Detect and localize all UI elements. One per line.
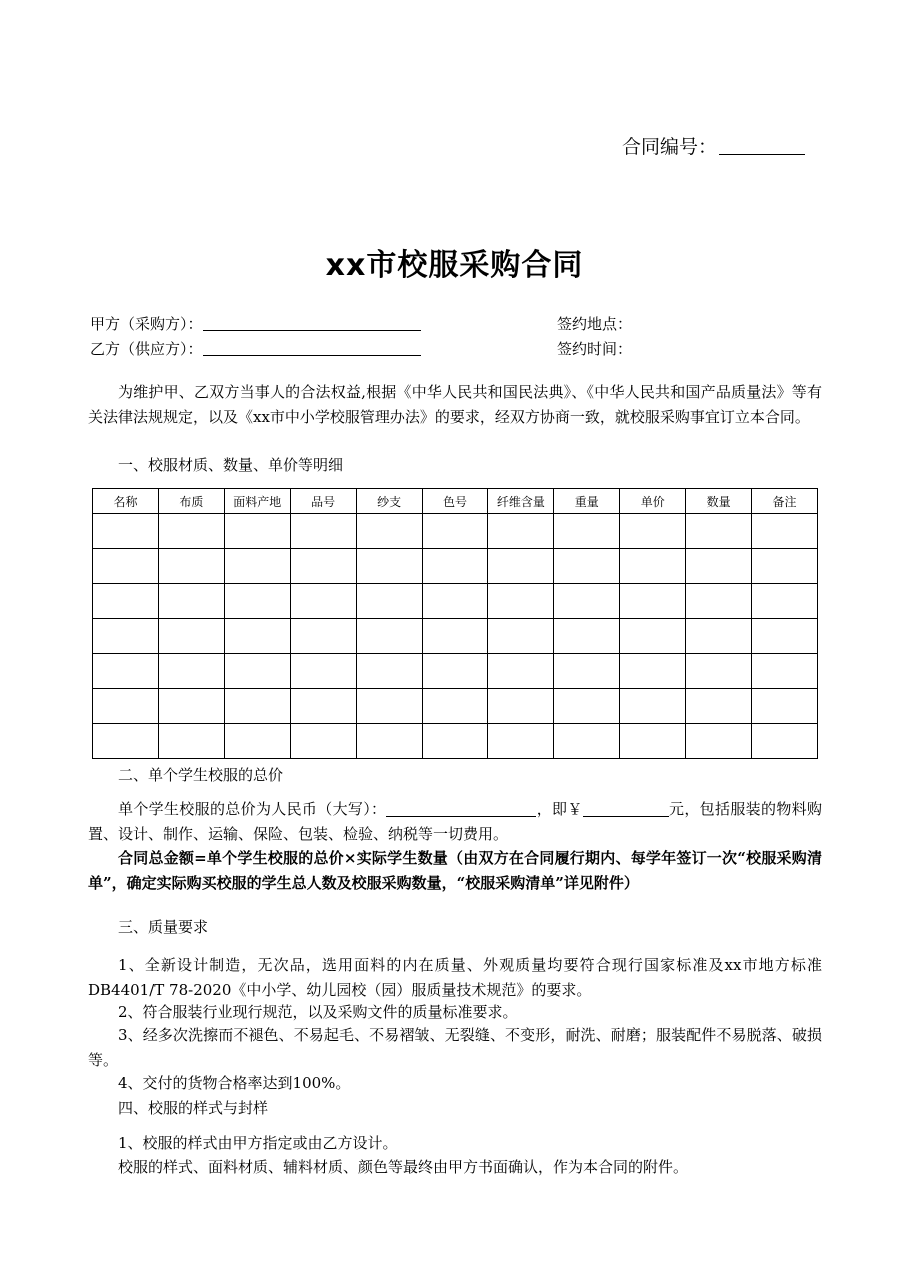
col-header-item-no: 品号 [290, 489, 356, 514]
table-cell[interactable] [488, 514, 554, 549]
table-cell[interactable] [422, 619, 488, 654]
table-cell[interactable] [554, 584, 620, 619]
party-b-blank[interactable] [203, 340, 421, 356]
table-cell[interactable] [158, 689, 224, 724]
col-header-color-no: 色号 [422, 489, 488, 514]
table-cell[interactable] [686, 549, 752, 584]
table-cell[interactable] [488, 654, 554, 689]
table-cell[interactable] [158, 549, 224, 584]
table-cell[interactable] [224, 724, 290, 759]
table-cell[interactable] [356, 689, 422, 724]
unit-price-paragraph [88, 797, 822, 847]
table-cell[interactable] [93, 549, 159, 584]
price-middle: ，即￥ [536, 800, 583, 818]
table-cell[interactable] [290, 724, 356, 759]
section-1-heading: 一、校服材质、数量、单价等明细 [118, 456, 344, 474]
table-cell[interactable] [356, 654, 422, 689]
section-2-heading: 二、单个学生校服的总价 [118, 766, 284, 784]
table-cell[interactable] [224, 584, 290, 619]
col-header-remarks: 备注 [752, 489, 818, 514]
table-cell[interactable] [290, 549, 356, 584]
price-suffix: 元，包括服装的物料购置、设计、制作、运输、保险、包装、检验、纳税等一切费用。 [88, 800, 822, 843]
table-cell[interactable] [686, 619, 752, 654]
spec-table-body [93, 514, 818, 759]
table-row [93, 724, 818, 759]
table-cell[interactable] [488, 549, 554, 584]
table-cell[interactable] [620, 654, 686, 689]
table-cell[interactable] [422, 549, 488, 584]
table-cell[interactable] [488, 724, 554, 759]
intro-paragraph: 为维护甲、乙双方当事人的合法权益,根据《中华人民共和国民法典》、《中华人民共和国产品质量法》等有关法律法规规定，以及《xx市中小学校服管理办法》的要求，经双方协商一致，就校服采购事宜订立本合同。 [88, 383, 822, 426]
table-cell[interactable] [290, 584, 356, 619]
table-cell[interactable] [554, 689, 620, 724]
quality-item-1: 1、全新设计制造，无次品，选用面料的内在质量、外观质量均要符合现行国家标准及xx市地方标准DB4401/T 78-2020《中小学、幼儿园校（园）服质量技术规范》的要求。 [88, 956, 822, 999]
table-cell[interactable] [554, 654, 620, 689]
contract-number-blank[interactable] [719, 136, 805, 155]
table-cell[interactable] [93, 619, 159, 654]
style-item-1: 1、校服的样式由甲方指定或由乙方设计。 [118, 1134, 398, 1152]
table-row [93, 549, 818, 584]
table-cell[interactable] [620, 514, 686, 549]
col-header-fabric: 布质 [158, 489, 224, 514]
table-cell[interactable] [290, 514, 356, 549]
col-header-weight: 重量 [554, 489, 620, 514]
table-cell[interactable] [752, 619, 818, 654]
table-cell[interactable] [422, 514, 488, 549]
sign-place-label: 签约地点： [557, 315, 633, 333]
table-cell[interactable] [158, 584, 224, 619]
table-cell[interactable] [290, 619, 356, 654]
party-b-row [90, 338, 421, 359]
table-cell[interactable] [752, 549, 818, 584]
table-cell[interactable] [686, 689, 752, 724]
table-cell[interactable] [93, 724, 159, 759]
table-cell[interactable] [93, 514, 159, 549]
table-cell[interactable] [752, 514, 818, 549]
style-item-2: 校服的样式、面料材质、辅料材质、颜色等最终由甲方书面确认，作为本合同的附件。 [118, 1158, 689, 1176]
contract-number [622, 132, 805, 159]
table-cell[interactable] [620, 689, 686, 724]
table-cell[interactable] [422, 654, 488, 689]
table-cell[interactable] [224, 514, 290, 549]
table-cell[interactable] [554, 619, 620, 654]
table-cell[interactable] [158, 619, 224, 654]
col-header-name: 名称 [93, 489, 159, 514]
party-a-row [90, 313, 421, 334]
sign-time-label: 签约时间： [557, 340, 633, 358]
price-number-blank[interactable] [583, 800, 669, 817]
party-a-blank[interactable] [203, 315, 421, 331]
table-cell[interactable] [554, 549, 620, 584]
table-cell[interactable] [488, 619, 554, 654]
table-cell[interactable] [620, 724, 686, 759]
spec-table [92, 488, 818, 759]
contract-number-label: 合同编号： [622, 136, 718, 158]
table-cell[interactable] [224, 549, 290, 584]
table-cell[interactable] [752, 689, 818, 724]
table-row [93, 514, 818, 549]
table-cell[interactable] [158, 654, 224, 689]
table-cell[interactable] [93, 654, 159, 689]
table-cell[interactable] [224, 689, 290, 724]
table-cell[interactable] [488, 689, 554, 724]
table-cell[interactable] [422, 689, 488, 724]
table-row [93, 584, 818, 619]
section-3-heading: 三、质量要求 [118, 918, 209, 936]
document-title: xx市校服采购合同 [325, 248, 584, 283]
spec-table-header-row [93, 489, 818, 514]
table-cell[interactable] [290, 654, 356, 689]
table-cell[interactable] [224, 654, 290, 689]
table-cell[interactable] [620, 584, 686, 619]
quality-item-3: 3、经多次洗擦而不褪色、不易起毛、不易褶皱、无裂缝、不变形，耐洗、耐磨；服装配件不易脱落、破损等。 [88, 1026, 822, 1069]
price-words-blank[interactable] [386, 800, 536, 817]
party-a-label: 甲方（采购方）： [90, 315, 203, 333]
table-cell[interactable] [422, 724, 488, 759]
table-cell[interactable] [620, 549, 686, 584]
col-header-quantity: 数量 [686, 489, 752, 514]
quality-item-4: 4、交付的货物合格率达到100%。 [118, 1074, 351, 1092]
table-row [93, 654, 818, 689]
table-cell[interactable] [686, 514, 752, 549]
table-cell[interactable] [158, 724, 224, 759]
table-cell[interactable] [620, 619, 686, 654]
table-cell[interactable] [488, 584, 554, 619]
table-cell[interactable] [290, 689, 356, 724]
table-cell[interactable] [752, 654, 818, 689]
col-header-origin: 面料产地 [224, 489, 290, 514]
col-header-fiber-content: 纤维含量 [488, 489, 554, 514]
table-cell[interactable] [686, 654, 752, 689]
table-cell[interactable] [554, 724, 620, 759]
table-cell[interactable] [356, 724, 422, 759]
table-cell[interactable] [554, 514, 620, 549]
price-prefix: 单个学生校服的总价为人民币（大写）： [118, 800, 387, 818]
table-cell[interactable] [158, 514, 224, 549]
table-cell[interactable] [356, 619, 422, 654]
col-header-yarn-count: 纱支 [356, 489, 422, 514]
quality-item-2: 2、符合服装行业现行规范，以及采购文件的质量标准要求。 [118, 1003, 518, 1021]
total-amount-paragraph: 合同总金额=单个学生校服的总价×实际学生数量（由双方在合同履行期内、每学年签订一次“校服采购清单”，确定实际购买校服的学生总人数及校服采购数量，“校服采购清单”详见附件） [88, 849, 822, 892]
table-cell[interactable] [356, 549, 422, 584]
table-row [93, 619, 818, 654]
table-cell[interactable] [356, 514, 422, 549]
table-cell[interactable] [356, 584, 422, 619]
section-4-heading: 四、校服的样式与封样 [118, 1099, 269, 1117]
col-header-unit-price: 单价 [620, 489, 686, 514]
table-cell[interactable] [93, 689, 159, 724]
table-cell[interactable] [752, 584, 818, 619]
table-cell[interactable] [752, 724, 818, 759]
table-row [93, 689, 818, 724]
table-cell[interactable] [224, 619, 290, 654]
table-cell[interactable] [686, 724, 752, 759]
table-cell[interactable] [686, 584, 752, 619]
table-cell[interactable] [93, 584, 159, 619]
table-cell[interactable] [422, 584, 488, 619]
party-b-label: 乙方（供应方）： [90, 340, 203, 358]
